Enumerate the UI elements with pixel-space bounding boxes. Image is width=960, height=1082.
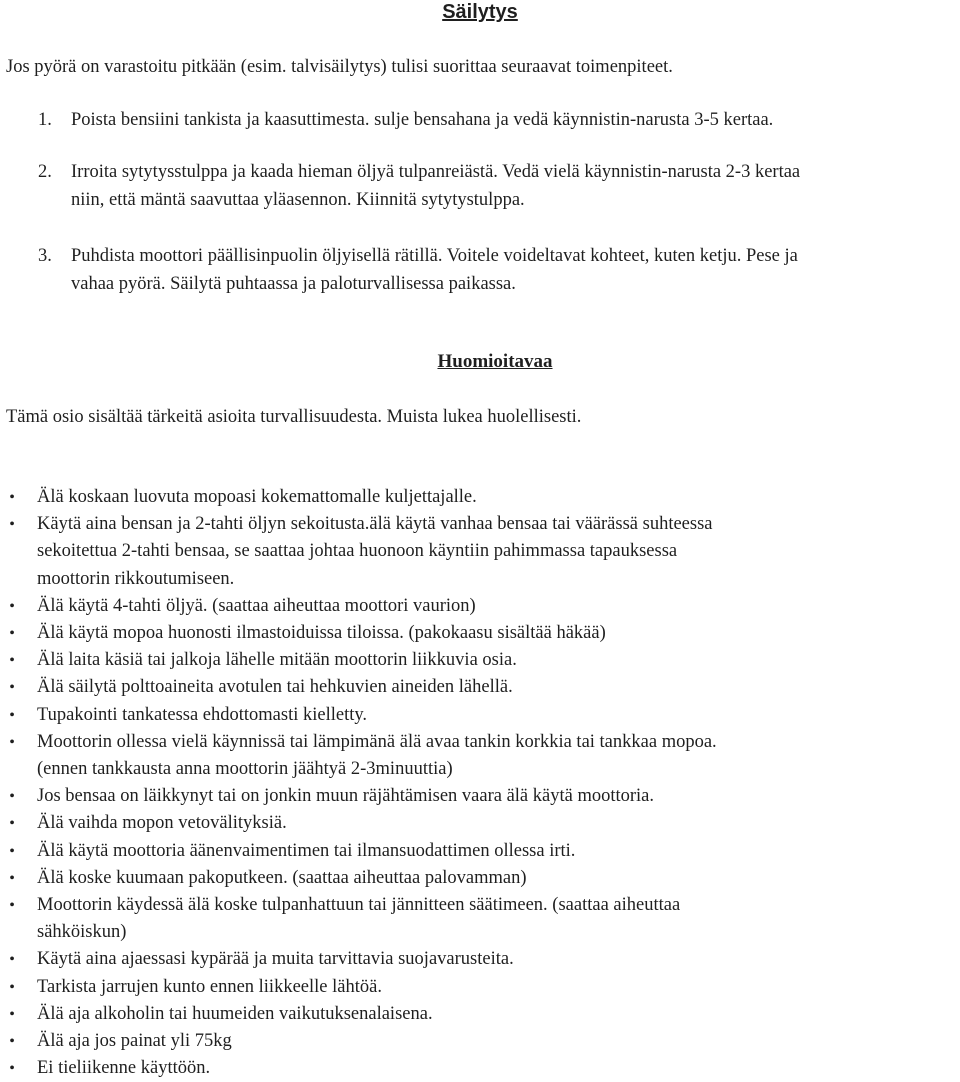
bullet-icon: • — [9, 679, 15, 697]
list-item-text: sähköiskun) — [37, 922, 127, 943]
section-heading: Huomioitavaa — [437, 351, 553, 372]
bullet-icon: • — [9, 815, 15, 833]
bullet-icon: • — [9, 706, 15, 724]
list-item — [0, 511, 960, 593]
bullet-icon: • — [9, 733, 15, 751]
list-item-text: Älä aja jos painat yli 75kg — [37, 1031, 232, 1052]
list-item — [0, 946, 960, 973]
bullet-icon: • — [9, 625, 15, 643]
safety-bullet-list — [0, 484, 960, 1082]
step-text: vahaa pyörä. Säilytä puhtaassa ja paloturvallisessa paikassa. — [71, 274, 516, 294]
list-item — [0, 702, 960, 729]
bullet-icon: • — [9, 1005, 15, 1023]
list-item-text: Jos bensaa on läikkynyt tai on jonkin muun räjähtämisen vaara älä käytä moottoria. — [37, 786, 655, 807]
list-item — [0, 484, 960, 511]
section-intro: Tämä osio sisältää tärkeitä asioita turvallisuudesta. Muista lukea huolellisesti. — [6, 407, 582, 427]
bullet-icon: • — [9, 652, 15, 670]
bullet-icon: • — [9, 1033, 15, 1051]
list-item-text: Älä käytä 4-tahti öljyä. (saattaa aiheuttaa moottori vaurion) — [37, 595, 476, 616]
bullet-icon: • — [9, 489, 15, 506]
list-item — [0, 838, 960, 865]
list-item-text: (ennen tankkausta anna moottorin jäähtyä 2-3minuuttia) — [37, 759, 453, 780]
list-item-text: Älä koskaan luovuta mopoasi kokemattomalle kuljettajalle. — [37, 487, 477, 507]
list-item-text: Älä säilytä polttoaineita avotulen tai hehkuvien aineiden lähellä. — [37, 677, 513, 698]
step-number: 1. — [38, 110, 52, 130]
list-item-text: Älä koske kuumaan pakoputkeen. (saattaa aiheuttaa palovamman) — [37, 867, 527, 888]
list-item-text: Älä laita käsiä tai jalkoja lähelle mitään moottorin liikkuvia osia. — [37, 650, 517, 671]
list-item — [0, 865, 960, 892]
list-item-text: Älä käytä mopoa huonosti ilmastoiduissa tiloissa. (pakokaasu sisältää häkää) — [37, 623, 606, 644]
step-text: niin, että mäntä saavuttaa yläasennon. Kiinnitä sytytystulppa. — [71, 190, 525, 210]
list-item — [0, 593, 960, 620]
bullet-icon: • — [9, 951, 15, 969]
list-item — [0, 647, 960, 674]
list-item — [0, 729, 960, 783]
list-item-text: Älä käytä moottoria äänenvaimentimen tai ilmansuodattimen ollessa irti. — [37, 840, 576, 861]
list-item — [0, 783, 960, 810]
list-item-text: moottorin rikkoutumiseen. — [37, 568, 235, 589]
step-number: 2. — [38, 162, 52, 182]
bullet-icon: • — [9, 897, 15, 915]
list-item — [0, 892, 960, 946]
step-text: Puhdista moottori päällisinpuolin öljyisellä rätillä. Voitele voideltavat kohteet, kuten ketju. Pese ja — [71, 246, 798, 266]
list-item — [0, 674, 960, 701]
list-item-text: Moottorin käydessä älä koske tulpanhattuun tai jännitteen säätimeen. (saattaa aiheuttaa — [37, 895, 681, 916]
list-item-text: Käytä aina bensan ja 2-tahti öljyn sekoitusta.älä käytä vanhaa bensaa tai väärässä suhteessa — [37, 514, 713, 535]
step-number: 3. — [38, 246, 52, 266]
list-item — [0, 620, 960, 647]
list-item-text: Älä vaihda mopon vetovälityksiä. — [37, 813, 287, 834]
bullet-icon: • — [9, 869, 15, 887]
bullet-icon: • — [9, 842, 15, 860]
list-item — [0, 1055, 960, 1082]
bullet-icon: • — [9, 516, 15, 534]
list-item-text: Tarkista jarrujen kunto ennen liikkeelle lähtöä. — [37, 976, 382, 997]
list-item — [0, 974, 960, 1001]
intro-text: Jos pyörä on varastoitu pitkään (esim. talvisäilytys) tulisi suorittaa seuraavat toimenpiteet. — [6, 57, 673, 77]
list-item — [0, 810, 960, 837]
page-title: Säilytys — [442, 1, 518, 23]
list-item-text: Käytä aina ajaessasi kypärää ja muita tarvittavia suojavarusteita. — [37, 949, 514, 970]
bullet-icon: • — [9, 597, 15, 615]
list-item-text: Ei tieliikenne käyttöön. — [37, 1058, 211, 1079]
list-item-text: Tupakointi tankatessa ehdottomasti kielletty. — [37, 704, 368, 725]
list-item-text: Älä aja alkoholin tai huumeiden vaikutuksenalaisena. — [37, 1003, 433, 1024]
bullet-icon: • — [9, 978, 15, 996]
list-item — [0, 1001, 960, 1028]
step-text: Irroita sytytysstulppa ja kaada hieman öljyä tulpanreiästä. Vedä vielä käynnistin-narusta 2-3 kertaa — [71, 162, 801, 182]
bullet-icon: • — [9, 788, 15, 806]
bullet-icon: • — [9, 1060, 15, 1078]
step-text: Poista bensiini tankista ja kaasuttimesta. sulje bensahana ja vedä käynnistin-narusta 3-5 kertaa. — [71, 110, 774, 130]
list-item-text: Moottorin ollessa vielä käynnissä tai lämpimänä älä avaa tankin korkkia tai tankkaa mopoa. — [37, 731, 717, 752]
list-item — [0, 1028, 960, 1055]
list-item-text: sekoitettua 2-tahti bensaa, se saattaa johtaa huonoon käyntiin pahimmassa tapauksessa — [37, 541, 678, 562]
